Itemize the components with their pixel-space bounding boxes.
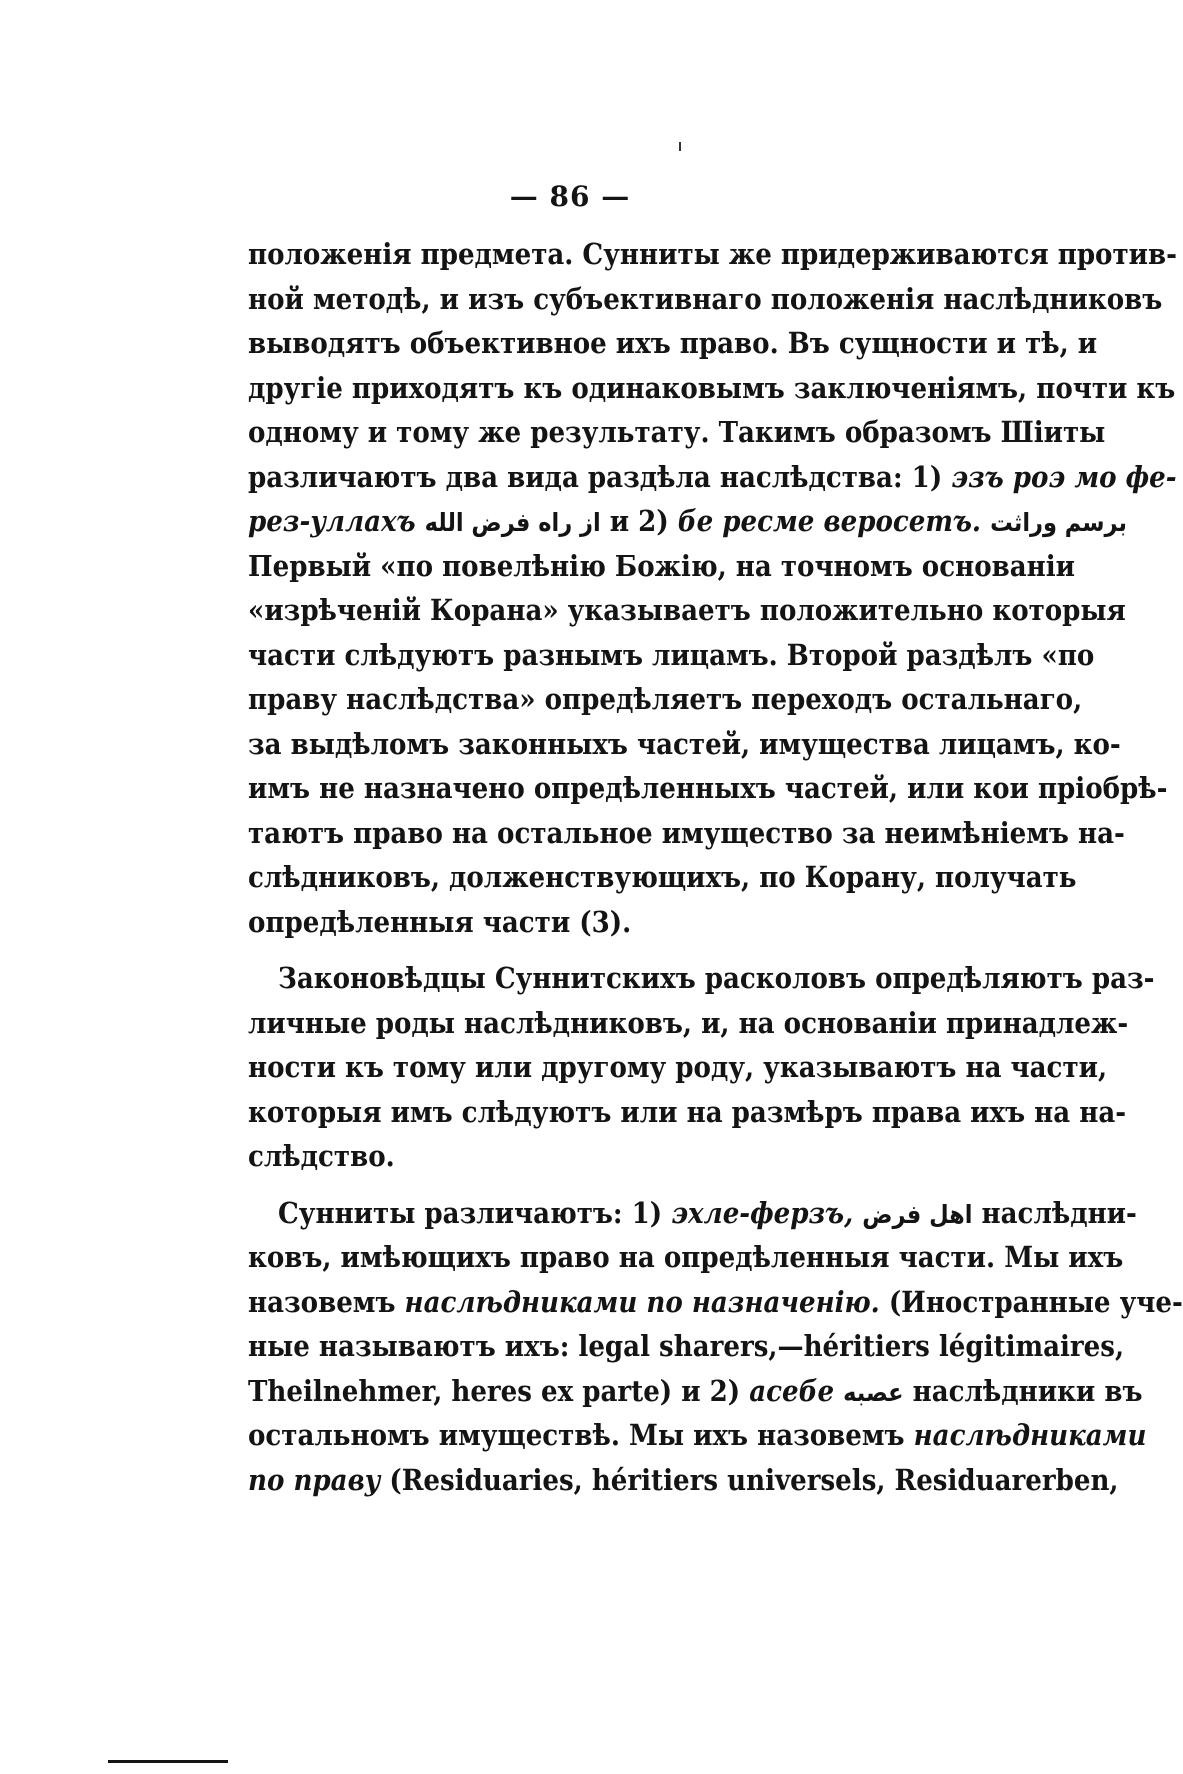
text-fragment: (Residuaries, héritiers universels, Residuarerben, bbox=[389, 1462, 1119, 1497]
text-line: части слѣдуютъ разнымъ лицамъ. Второй раздѣлъ «по bbox=[248, 637, 1095, 672]
emphasis: наслѣдниками по назначенію. bbox=[404, 1284, 880, 1319]
text-line: праву наслѣдства» опредѣляетъ переходъ остальнаго, bbox=[248, 682, 1083, 716]
text-fragment: и 2) bbox=[609, 504, 669, 538]
text-line: Законовѣдцы Суннитскихъ расколовъ опредѣляютъ раз- bbox=[278, 961, 1155, 995]
text-fragment: Сунниты различаютъ: 1) bbox=[278, 1195, 663, 1230]
text-line bbox=[248, 1458, 1119, 1503]
text-line bbox=[248, 455, 1177, 500]
arabic-term: اهل فرض bbox=[862, 1199, 973, 1229]
text-line: слѣдниковъ, долженствующихъ, по Корану, получать bbox=[248, 860, 1077, 894]
transliteration: рез-уллахъ bbox=[248, 504, 416, 538]
text-line: другіе приходятъ къ одинаковымъ заключеніямъ, почти къ bbox=[248, 370, 1176, 405]
arabic-term: برسم وراثت bbox=[990, 508, 1127, 537]
text-fragment: назовемъ bbox=[248, 1284, 396, 1319]
text-line bbox=[248, 1413, 1147, 1458]
text-line: ковъ, имѣющихъ право на опредѣленныя части. Мы ихъ bbox=[248, 1240, 1124, 1274]
text-line: ности къ тому или другому роду, указываютъ на части, bbox=[248, 1050, 1108, 1084]
emphasis: наслѣдниками bbox=[913, 1418, 1147, 1452]
text-line bbox=[248, 1369, 1143, 1414]
text-line: выводятъ объективное ихъ право. Въ сущности и тѣ, и bbox=[248, 326, 1098, 360]
arabic-term: عصبه bbox=[843, 1377, 904, 1407]
text-fragment: остальномъ имуществѣ. Мы ихъ назовемъ bbox=[248, 1418, 905, 1452]
transliteration: бе ресме веросетъ. bbox=[677, 504, 981, 538]
scan-speck bbox=[679, 142, 681, 151]
text-fragment: Theilnehmer, heres ex parte) и 2) bbox=[248, 1373, 741, 1408]
transliteration: эзъ роэ мо фе- bbox=[951, 459, 1177, 494]
text-line: имъ не назначено опредѣленныхъ частей, или кои пріобрѣ- bbox=[248, 771, 1168, 805]
text-line: которыя имъ слѣдуютъ или на размѣръ права ихъ на на- bbox=[248, 1094, 1127, 1129]
text-line bbox=[248, 1191, 1137, 1236]
text-line: ные называютъ ихъ: legal sharers,—héritiers légitimaires, bbox=[248, 1329, 1125, 1363]
text-line: слѣдство. bbox=[248, 1139, 395, 1173]
paragraph-gap bbox=[248, 944, 1000, 956]
body-text bbox=[248, 232, 1183, 1502]
text-line: ной методѣ, и изъ субъективнаго положенія наслѣдниковъ bbox=[248, 281, 1163, 316]
text-line: Первый «по повелѣнію Божію, на точномъ основаніи bbox=[248, 548, 1076, 583]
text-fragment: (Иностранные уче- bbox=[888, 1284, 1183, 1319]
page-number: — 86 — bbox=[509, 180, 631, 213]
text-line: положенія предмета. Сунниты же придерживаются против- bbox=[248, 237, 1177, 271]
text-line bbox=[248, 1280, 1183, 1325]
transliteration: эхле-ферзъ, bbox=[671, 1195, 854, 1230]
text-fragment: различаютъ два вида раздѣла наслѣдства: 1) bbox=[248, 459, 943, 494]
text-line: за выдѣломъ законныхъ частей, имущества лицамъ, ко- bbox=[248, 726, 1121, 761]
arabic-term: از راه فرض الله bbox=[424, 508, 601, 537]
text-line: личные роды наслѣдниковъ, и, на основаніи принадлеж- bbox=[248, 1005, 1129, 1040]
emphasis: по праву bbox=[248, 1462, 381, 1497]
text-fragment: наслѣдники въ bbox=[912, 1373, 1143, 1408]
text-line: «изрѣченій Корана» указываетъ положительно которыя bbox=[248, 593, 1126, 627]
text-line: таютъ право на остальное имущество за неимѣніемъ на- bbox=[248, 815, 1125, 850]
text-fragment: наслѣдни- bbox=[981, 1195, 1137, 1230]
text-line: одному и тому же результату. Такимъ образомъ Шіиты bbox=[248, 415, 1106, 449]
text-line: опредѣленныя части (3). bbox=[248, 904, 632, 939]
paragraph-gap bbox=[248, 1179, 1000, 1191]
footnote-rule bbox=[108, 1760, 228, 1763]
text-line bbox=[248, 499, 1127, 544]
transliteration: асебе bbox=[749, 1373, 835, 1408]
